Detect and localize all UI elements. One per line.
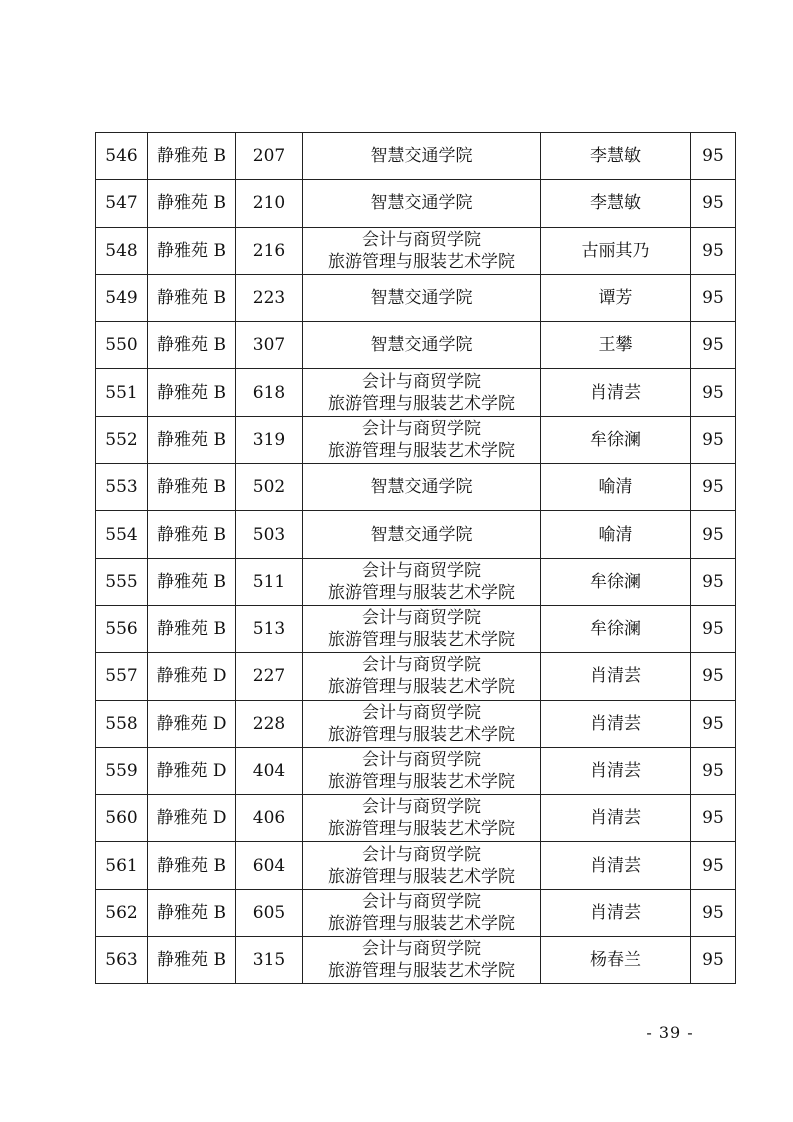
college-name-line: 智慧交通学院 (370, 477, 473, 498)
score-cell: 95 (691, 274, 736, 321)
page-number: - 39 - (646, 1023, 694, 1042)
inspector-name-cell: 喻清 (541, 511, 691, 558)
room-number-cell: 511 (236, 558, 303, 605)
row-number-cell: 552 (96, 416, 148, 463)
college-name-line: 会计与商贸学院 (362, 939, 481, 960)
inspector-name-cell: 杨春兰 (541, 937, 691, 984)
college-name-line: 智慧交通学院 (370, 193, 473, 214)
inspector-name-cell: 王攀 (541, 322, 691, 369)
table-body (96, 133, 736, 984)
college-name-line: 会计与商贸学院 (362, 418, 481, 439)
college-name-line: 旅游管理与服装艺术学院 (328, 630, 515, 651)
college-cell (303, 653, 541, 700)
room-number-cell: 315 (236, 937, 303, 984)
college-name-line: 会计与商贸学院 (362, 891, 481, 912)
score-cell: 95 (691, 369, 736, 416)
college-cell (303, 605, 541, 652)
table-row (96, 795, 736, 842)
building-cell: 静雅苑 B (148, 464, 236, 511)
college-name-line: 会计与商贸学院 (362, 655, 481, 676)
college-cell (303, 747, 541, 794)
building-cell: 静雅苑 B (148, 558, 236, 605)
table-row (96, 511, 736, 558)
college-name-line: 会计与商贸学院 (362, 702, 481, 723)
table-row (96, 416, 736, 463)
inspector-name-cell: 肖清芸 (541, 369, 691, 416)
table-row (96, 653, 736, 700)
table-row (96, 937, 736, 984)
table-row (96, 605, 736, 652)
college-name-line: 旅游管理与服装艺术学院 (328, 440, 515, 461)
inspector-name-cell: 牟徐澜 (541, 416, 691, 463)
college-name-line: 旅游管理与服装艺术学院 (328, 677, 515, 698)
row-number-cell: 554 (96, 511, 148, 558)
college-name-line: 智慧交通学院 (370, 335, 473, 356)
college-name-line: 旅游管理与服装艺术学院 (328, 961, 515, 982)
college-cell (303, 369, 541, 416)
college-name-line: 旅游管理与服装艺术学院 (328, 724, 515, 745)
score-cell: 95 (691, 322, 736, 369)
college-cell (303, 937, 541, 984)
college-name-line: 旅游管理与服装艺术学院 (328, 251, 515, 272)
building-cell: 静雅苑 B (148, 605, 236, 652)
building-cell: 静雅苑 B (148, 133, 236, 180)
table-row (96, 889, 736, 936)
row-number-cell: 559 (96, 747, 148, 794)
score-cell: 95 (691, 605, 736, 652)
college-cell (303, 274, 541, 321)
row-number-cell: 561 (96, 842, 148, 889)
college-name-line: 会计与商贸学院 (362, 608, 481, 629)
row-number-cell: 563 (96, 937, 148, 984)
inspector-name-cell: 谭芳 (541, 274, 691, 321)
room-number-cell: 307 (236, 322, 303, 369)
building-cell: 静雅苑 B (148, 937, 236, 984)
row-number-cell: 548 (96, 227, 148, 274)
score-cell: 95 (691, 653, 736, 700)
inspector-name-cell: 肖清芸 (541, 795, 691, 842)
college-cell (303, 511, 541, 558)
score-cell: 95 (691, 795, 736, 842)
college-cell (303, 842, 541, 889)
score-cell: 95 (691, 511, 736, 558)
building-cell: 静雅苑 B (148, 274, 236, 321)
inspector-name-cell: 喻清 (541, 464, 691, 511)
college-cell (303, 180, 541, 227)
college-name-line: 会计与商贸学院 (362, 371, 481, 392)
score-cell: 95 (691, 700, 736, 747)
table-row (96, 464, 736, 511)
score-cell: 95 (691, 180, 736, 227)
row-number-cell: 557 (96, 653, 148, 700)
inspector-name-cell: 牟徐澜 (541, 558, 691, 605)
college-name-line: 智慧交通学院 (370, 524, 473, 545)
inspector-name-cell: 牟徐澜 (541, 605, 691, 652)
dormitory-score-table (95, 132, 736, 984)
table-row (96, 700, 736, 747)
room-number-cell: 210 (236, 180, 303, 227)
table-row (96, 842, 736, 889)
inspector-name-cell: 肖清芸 (541, 653, 691, 700)
score-cell: 95 (691, 889, 736, 936)
building-cell: 静雅苑 B (148, 322, 236, 369)
room-number-cell: 319 (236, 416, 303, 463)
college-cell (303, 795, 541, 842)
college-name-line: 智慧交通学院 (370, 288, 473, 309)
college-name-line: 会计与商贸学院 (362, 560, 481, 581)
building-cell: 静雅苑 B (148, 227, 236, 274)
row-number-cell: 547 (96, 180, 148, 227)
score-cell: 95 (691, 227, 736, 274)
room-number-cell: 502 (236, 464, 303, 511)
inspector-name-cell: 李慧敏 (541, 133, 691, 180)
score-cell: 95 (691, 416, 736, 463)
college-name-line: 会计与商贸学院 (362, 844, 481, 865)
room-number-cell: 406 (236, 795, 303, 842)
college-cell (303, 889, 541, 936)
room-number-cell: 404 (236, 747, 303, 794)
room-number-cell: 513 (236, 605, 303, 652)
room-number-cell: 223 (236, 274, 303, 321)
college-name-line: 会计与商贸学院 (362, 797, 481, 818)
room-number-cell: 227 (236, 653, 303, 700)
building-cell: 静雅苑 D (148, 747, 236, 794)
college-name-line: 会计与商贸学院 (362, 750, 481, 770)
score-cell: 95 (691, 464, 736, 511)
inspector-name-cell: 肖清芸 (541, 889, 691, 936)
building-cell: 静雅苑 B (148, 889, 236, 936)
score-cell: 95 (691, 842, 736, 889)
row-number-cell: 546 (96, 133, 148, 180)
table-row (96, 274, 736, 321)
room-number-cell: 503 (236, 511, 303, 558)
building-cell: 静雅苑 D (148, 700, 236, 747)
row-number-cell: 556 (96, 605, 148, 652)
inspector-name-cell: 肖清芸 (541, 842, 691, 889)
college-cell (303, 322, 541, 369)
building-cell: 静雅苑 B (148, 180, 236, 227)
building-cell: 静雅苑 B (148, 369, 236, 416)
inspector-name-cell: 古丽其乃 (541, 227, 691, 274)
row-number-cell: 560 (96, 795, 148, 842)
college-name-line: 旅游管理与服装艺术学院 (328, 393, 515, 414)
row-number-cell: 562 (96, 889, 148, 936)
college-name-line: 旅游管理与服装艺术学院 (328, 819, 515, 840)
table-row (96, 227, 736, 274)
college-cell (303, 133, 541, 180)
college-name-line: 智慧交通学院 (370, 146, 473, 167)
college-cell (303, 416, 541, 463)
college-name-line: 旅游管理与服装艺术学院 (328, 772, 515, 792)
building-cell: 静雅苑 B (148, 842, 236, 889)
score-cell: 95 (691, 133, 736, 180)
score-cell: 95 (691, 558, 736, 605)
college-name-line: 会计与商贸学院 (362, 229, 481, 250)
building-cell: 静雅苑 B (148, 511, 236, 558)
building-cell: 静雅苑 D (148, 795, 236, 842)
college-cell (303, 464, 541, 511)
inspector-name-cell: 肖清芸 (541, 747, 691, 794)
building-cell: 静雅苑 D (148, 653, 236, 700)
college-name-line: 旅游管理与服装艺术学院 (328, 866, 515, 887)
row-number-cell: 558 (96, 700, 148, 747)
room-number-cell: 604 (236, 842, 303, 889)
table-row (96, 322, 736, 369)
score-cell: 95 (691, 747, 736, 794)
row-number-cell: 553 (96, 464, 148, 511)
college-cell (303, 227, 541, 274)
table-row (96, 180, 736, 227)
college-cell (303, 700, 541, 747)
table-row (96, 369, 736, 416)
row-number-cell: 549 (96, 274, 148, 321)
table-row (96, 558, 736, 605)
row-number-cell: 551 (96, 369, 148, 416)
inspector-name-cell: 肖清芸 (541, 700, 691, 747)
college-name-line: 旅游管理与服装艺术学院 (328, 582, 515, 603)
college-name-line: 旅游管理与服装艺术学院 (328, 913, 515, 934)
room-number-cell: 605 (236, 889, 303, 936)
building-cell: 静雅苑 B (148, 416, 236, 463)
room-number-cell: 207 (236, 133, 303, 180)
score-cell: 95 (691, 937, 736, 984)
inspector-name-cell: 李慧敏 (541, 180, 691, 227)
table-row (96, 747, 736, 794)
room-number-cell: 228 (236, 700, 303, 747)
table-row (96, 133, 736, 180)
room-number-cell: 618 (236, 369, 303, 416)
row-number-cell: 550 (96, 322, 148, 369)
college-cell (303, 558, 541, 605)
row-number-cell: 555 (96, 558, 148, 605)
room-number-cell: 216 (236, 227, 303, 274)
